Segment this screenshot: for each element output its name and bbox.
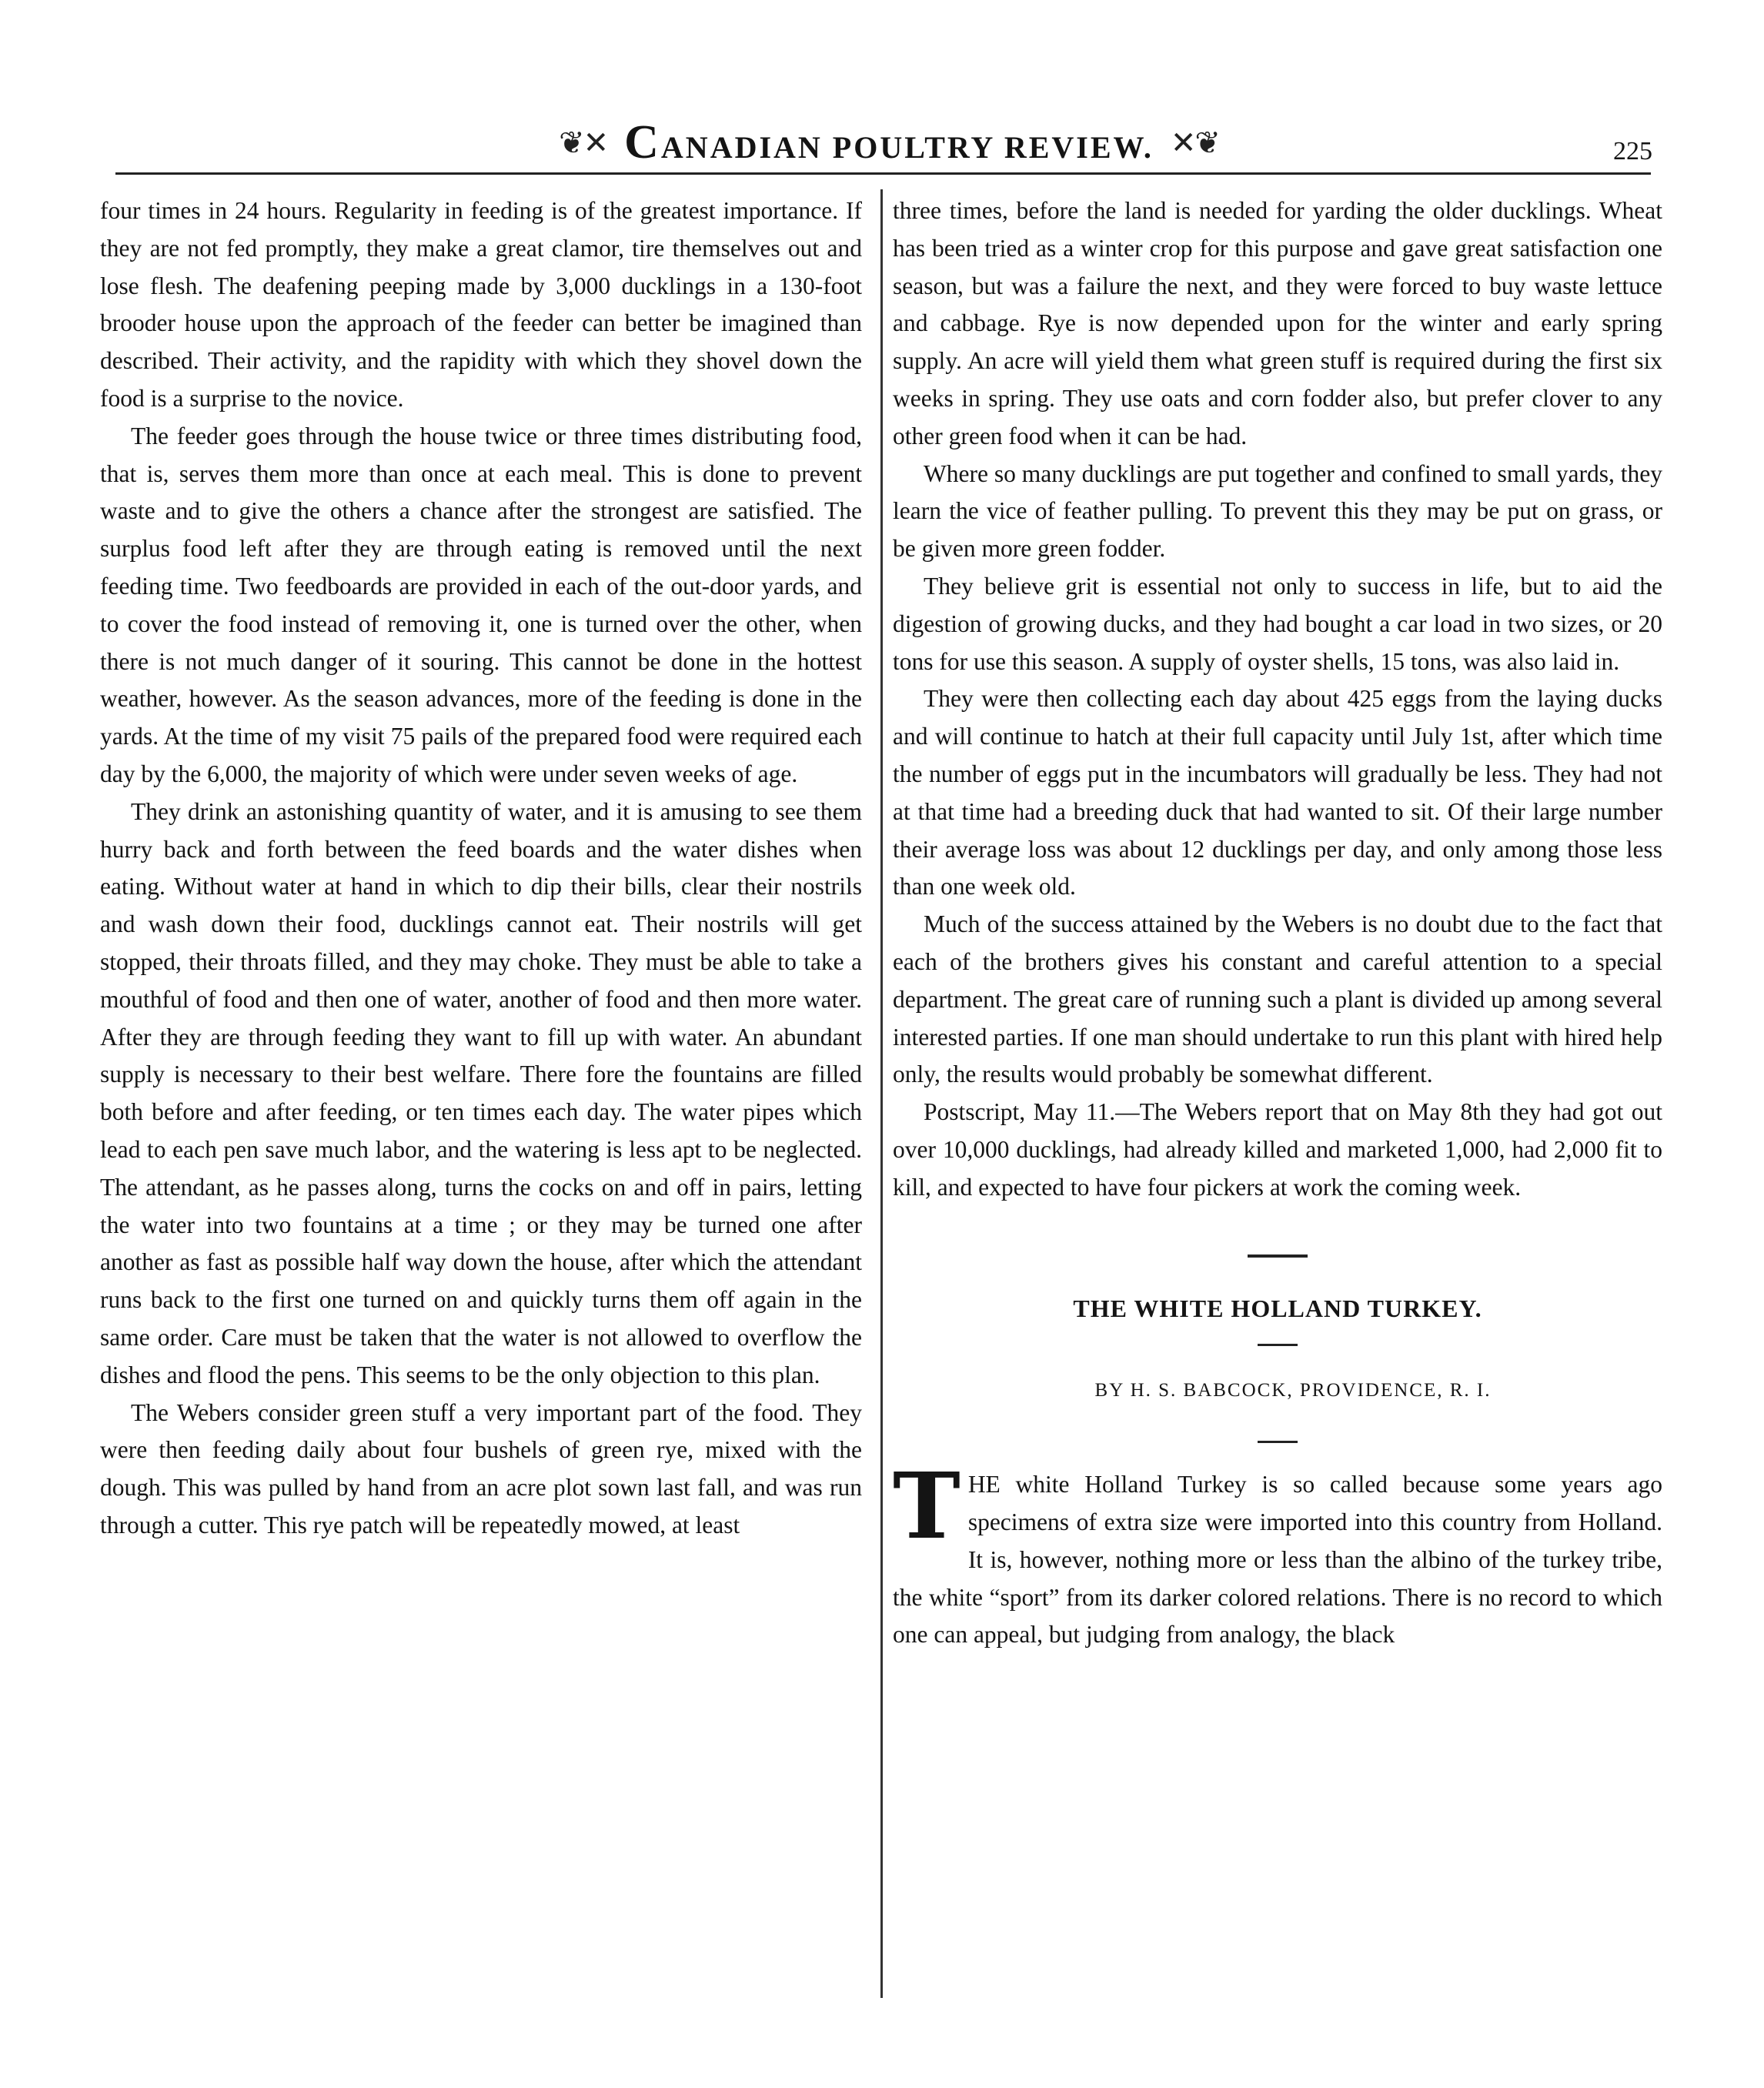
article-byline: BY H. S. BABCOCK, PROVIDENCE, R. I. xyxy=(1094,1380,1492,1401)
left-column xyxy=(100,192,862,1545)
right-ornament-icon: ✕❦ xyxy=(1170,125,1219,160)
paragraph: Postscript, May 11.—The Webers report that on May 8th they had got out over 10,000 ducklings, had already killed and marketed 1,000, had 2,000 fit to kill, and expected to have four pickers at work the coming week. xyxy=(893,1098,1662,1201)
paragraph: Much of the success attained by the Webers is no doubt due to the fact that each of the brothers gives his constant and careful attention to a special department. The great care of running such a plant is divided up among several interested parties. If one man should undertake to run this plant with hired help only, the results would probably be somewhat different. xyxy=(893,910,1662,1088)
masthead xyxy=(559,115,1219,170)
left-ornament-icon: ❦✕ xyxy=(559,125,608,160)
page-number: 225 xyxy=(1613,137,1652,165)
paragraph: The feeder goes through the house twice or three times distributing food, that is, serves them more than once at each meal. This is done to prevent waste and to give the others a chance after the strongest are satisfied. The surplus food left after they are through eating is removed until the next feeding time. Two feedboards are provided in each of the out-door yards, and to cover the food instead of removing it, one is turned over the other, when there is not much danger of it souring. This cannot be done in the hottest weather, however. As the season advances, more of the feeding is done in the yards. At the time of my visit 75 pails of the prepared food were required each day by the 6,000, the majority of which were under seven weeks of age. xyxy=(100,422,862,787)
paragraph: three times, before the land is needed for yarding the older ducklings. Wheat has been tried as a winter crop for this purpose and gave great satisfaction one season, but was a failure the next, and they were forced to buy waste lettuce and cabbage. Rye is now depended upon for the winter and early spring supply. An acre will yield them what green stuff is required during the first six weeks in spring. They use oats and corn fodder also, but prefer clover to any other green food when it can be had. xyxy=(893,197,1662,449)
article-title: THE WHITE HOLLAND TURKEY. xyxy=(1073,1294,1482,1322)
section-separator xyxy=(1248,1254,1308,1258)
article-opening-paragraph xyxy=(893,1452,1662,1654)
paragraph: They drink an astonishing quantity of water, and it is amusing to see them hurry back and forth between the feed boards and the water dishes when eating. Without water at hand in which to dip their bills, clear their nostrils and wash down their food, ducklings cannot eat. Their nostrils will get stopped, their throats filled, and they may choke. They must be able to take a mouthful of food and then one of water, another of food and then more water. After they are through feeding they want to fill up with water. An abundant supply is necessary to their best welfare. There fore the fountains are filled both before and after feeding, or ten times each day. The water pipes which lead to each pen save much labor, and the watering is less apt to be neglected. The attendant, as he passes along, turns the cocks on and off in pairs, letting the water into two fountains at a time ; or they may be turned one after another as fast as possible half way down the house, after which the attendant runs back to the first one turned on and quickly turns them off again in the same order. Care must be taken that the water is not allowed to overflow the dishes and flood the pens. This seems to be the only objection to this plan. xyxy=(100,797,862,1388)
article-opening-text: HE white Holland Turkey is so called because some years ago specimens of extra size were imported into this country from Holland. It is, however, nothing more or less than the albino of the turkey tribe, the white “sport” from its darker colored relations. There is no record to which one can appeal, but judging from analogy, the black xyxy=(893,1471,1662,1649)
byline-rule xyxy=(1258,1441,1298,1443)
drop-cap: T xyxy=(893,1452,961,1560)
paragraph: They were then collecting each day about 425 eggs from the laying ducks and will continue to hatch at their full capacity until July 1st, after which time the number of eggs put in the incumbators will gradually be less. They had not at that time had a breeding duck that had wanted to sit. Of their large number their average loss was about 12 ducklings per day, and only among those less than one week old. xyxy=(893,685,1662,900)
paragraph: They believe grit is essential not only to success in life, but to aid the digestion of growing ducks, and they had bought a car load in two sizes, or 20 tons for use this season. A supply of oyster shells, 15 tons, was also laid in. xyxy=(893,572,1662,675)
paragraph: Where so many ducklings are put together and confined to small yards, they learn the vice of feather pulling. To prevent this they may be put on grass, or be given more green fodder. xyxy=(893,459,1662,563)
column-divider xyxy=(880,189,883,1998)
page-header xyxy=(115,108,1662,177)
paragraph: The Webers consider green stuff a very important part of the food. They were then feeding daily about four bushels of green rye, mixed with the dough. This was pulled by hand from an acre plot sown last fall, and was run through a cutter. This rye patch will be repeatedly mowed, at least xyxy=(100,1398,862,1538)
title-rule xyxy=(1258,1344,1298,1346)
paragraph: four times in 24 hours. Regularity in feeding is of the greatest importance. If they are not fed promptly, they make a great clamor, tire themselves out and lose flesh. The deafening peeping made by 3,000 ducklings in a 130-foot brooder house upon the approach of the feeder can better be imagined than described. Their activity, and the rapidity with which they shovel down the food is a surprise to the novice. xyxy=(100,197,862,412)
header-rule xyxy=(115,172,1651,175)
masthead-title: CANADIAN POULTRY REVIEW. xyxy=(624,115,1154,169)
right-column xyxy=(893,192,1662,1654)
